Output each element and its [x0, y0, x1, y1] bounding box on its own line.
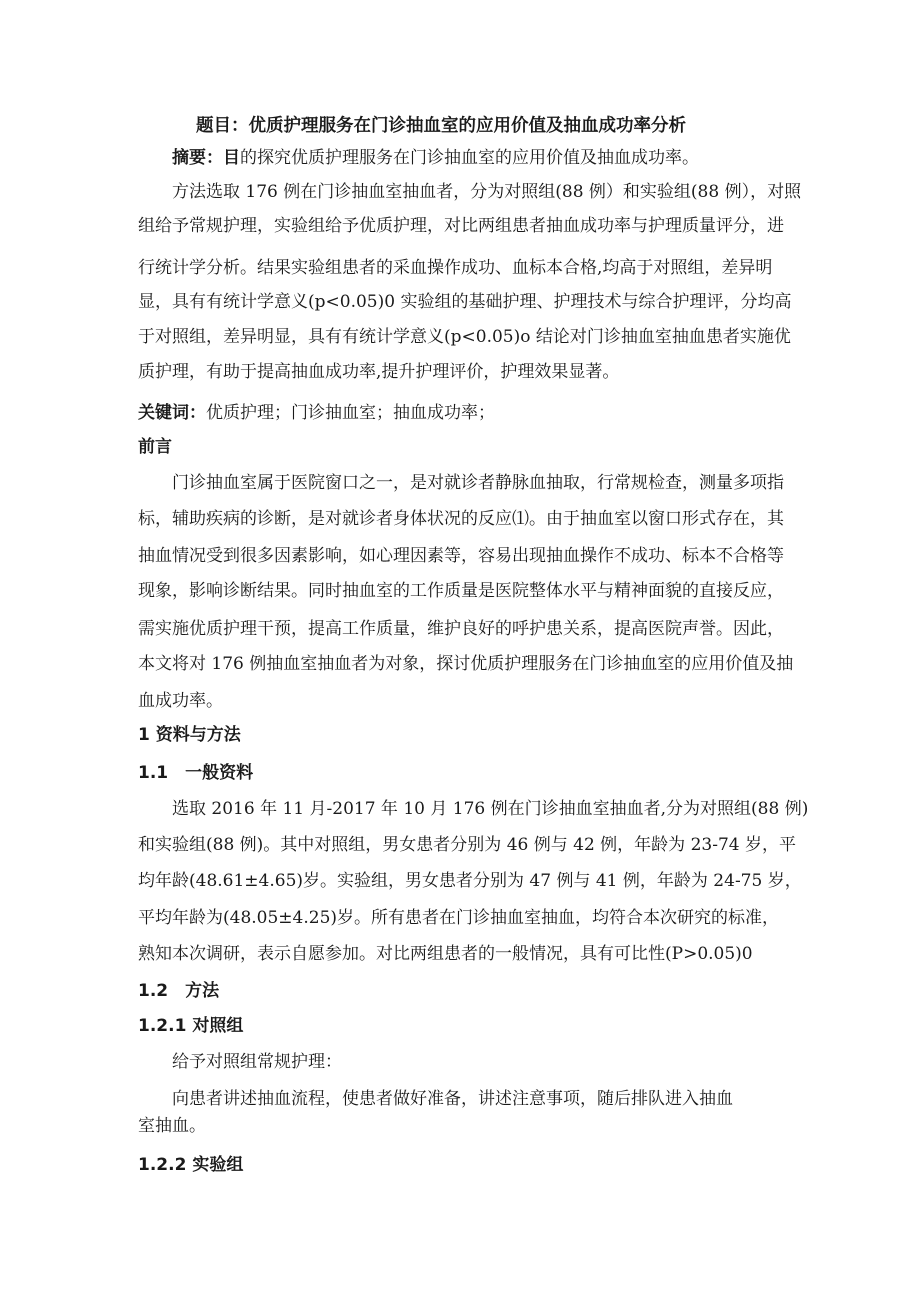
- abstract-line: 于对照组，差异明显，具有有统计学意义(p<0.05)o 结论对门诊抽血室抽血患者实施优: [138, 327, 791, 347]
- abstract-line: 组给予常规护理，实验组给予优质护理，对比两组患者抽血成功率与护理质量评分，进: [138, 216, 784, 236]
- abstract-line: 行统计学分析。结果实验组患者的采血操作成功、血标本合格,均高于对照组，差异明: [138, 258, 773, 278]
- abstract-first-line: [172, 147, 699, 169]
- preface-line: 血成功率。: [138, 691, 223, 711]
- preface-heading: 前言: [138, 437, 172, 457]
- preface-line: 本文将对 176 例抽血室抽血者为对象，探讨优质护理服务在门诊抽血室的应用价值及抽: [138, 654, 794, 674]
- general-data-line: 熟知本次调研，表示自愿参加。对比两组患者的一般情况，具有可比性(P>0.05)0: [138, 944, 753, 964]
- preface-line: 门诊抽血室属于医院窗口之一，是对就诊者静脉血抽取，行常规检查，测量多项指: [172, 473, 784, 493]
- abstract-line: 方法选取 176 例在门诊抽血室抽血者，分为对照组(88 例）和实验组(88 例），对照: [172, 182, 802, 202]
- subsection-heading: 1.1 一般资料: [138, 763, 254, 783]
- subsubsection-heading: 1.2.1 对照组: [138, 1016, 244, 1036]
- general-data-line: 和实验组(88 例)。其中对照组，男女患者分别为 46 例与 42 例，年龄为 23-74 岁，平: [138, 835, 796, 855]
- keywords-line: [138, 402, 495, 424]
- abstract-label: 摘要：目: [172, 148, 240, 168]
- paper-title: 题目：优质护理服务在门诊抽血室的应用价值及抽血成功率分析: [196, 116, 686, 136]
- general-data-line: 均年龄(48.61±4.65)岁。实验组，男女患者分别为 47 例与 41 例，年龄为 24-75 岁，: [138, 871, 802, 891]
- general-data-line: 选取 2016 年 11 月-2017 年 10 月 176 例在门诊抽血室抽血者,分为对照组(88 例): [172, 799, 809, 819]
- control-group-line: 给予对照组常规护理：: [172, 1052, 342, 1072]
- abstract-line: 显，具有有统计学意义(p<0.05)0 实验组的基础护理、护理技术与综合护理评，分均高: [138, 292, 792, 312]
- subsection-heading: 1.2 方法: [138, 981, 220, 1001]
- general-data-line: 平均年龄为(48.05±4.25)岁。所有患者在门诊抽血室抽血，均符合本次研究的标准，: [138, 908, 780, 928]
- preface-line: 标，辅助疾病的诊断，是对就诊者身体状况的反应⑴。由于抽血室以窗口形式存在，其: [138, 509, 784, 529]
- section-heading: 1 资料与方法: [138, 725, 241, 745]
- control-group-line: 室抽血。: [138, 1116, 206, 1136]
- subsubsection-heading: 1.2.2 实验组: [138, 1155, 244, 1175]
- control-group-line: 向患者讲述抽血流程，使患者做好准备，讲述注意事项，随后排队进入抽血: [172, 1089, 733, 1109]
- preface-line: 抽血情况受到很多因素影响，如心理因素等，容易出现抽血操作不成功、标本不合格等: [138, 546, 784, 566]
- keywords-label: 关键词：: [138, 403, 206, 423]
- abstract-line: 的探究优质护理服务在门诊抽血室的应用价值及抽血成功率。: [240, 148, 699, 168]
- keywords-text: 优质护理；门诊抽血室；抽血成功率；: [206, 403, 495, 423]
- preface-line: 需实施优质护理干预，提高工作质量，维护良好的呼护患关系，提高医院声誉。因此，: [138, 619, 784, 639]
- abstract-line: 质护理，有助于提高抽血成功率,提升护理评价，护理效果显著。: [138, 362, 620, 382]
- preface-line: 现象，影响诊断结果。同时抽血室的工作质量是医院整体水平与精神面貌的直接反应，: [138, 581, 784, 601]
